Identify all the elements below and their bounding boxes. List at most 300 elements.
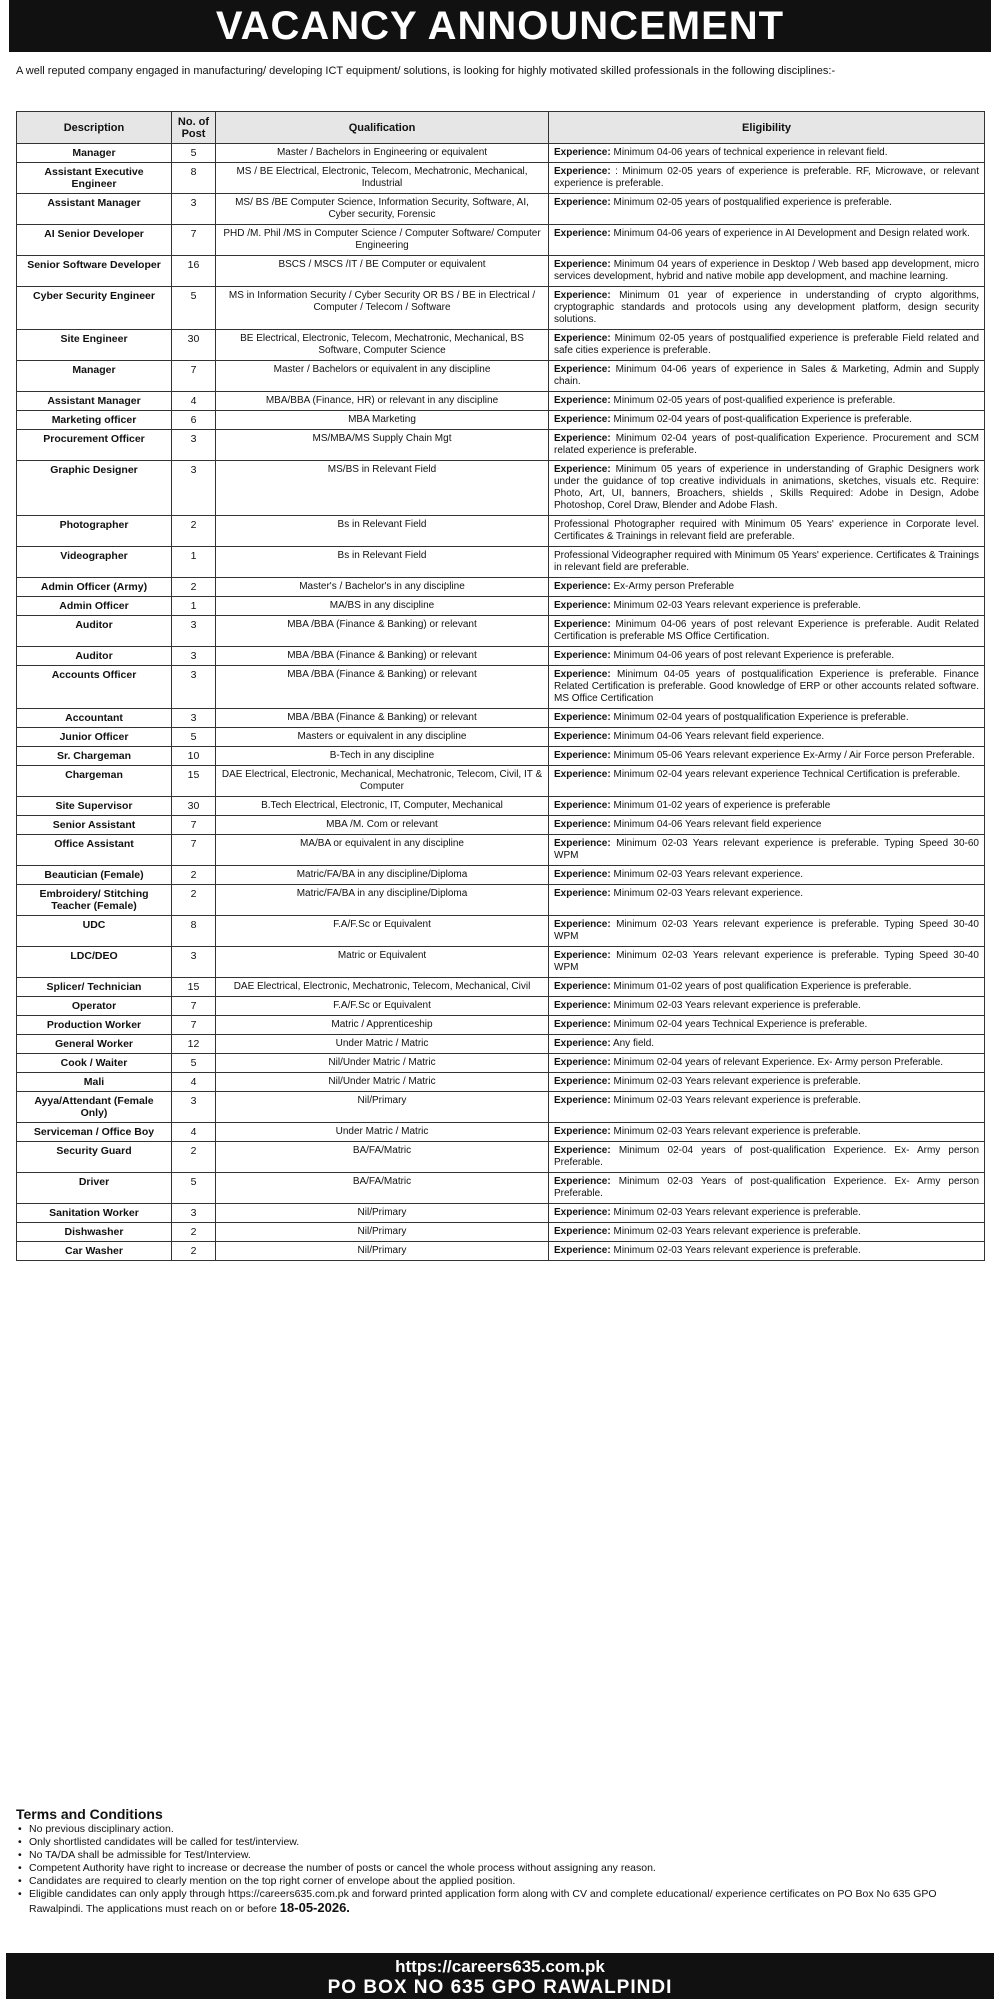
job-eligibility — [549, 1204, 985, 1223]
experience-label: Experience: — [554, 1038, 611, 1049]
careers-url: https://careers635.com.pk — [395, 1957, 605, 1976]
number-of-posts: 8 — [172, 163, 216, 194]
number-of-posts: 2 — [172, 1142, 216, 1173]
job-eligibility — [549, 616, 985, 647]
eligibility-text: Minimum 04-06 years of post relevant Experience is preferable. Audit Related Certification is preferable MS Office Certification. — [554, 619, 979, 642]
job-qualification: Under Matric / Matric — [216, 1123, 549, 1142]
job-eligibility — [549, 1242, 985, 1261]
eligibility-text: Minimum 02-05 years of postqualified experience is preferable Field related and safe cities experience is preferable. — [554, 333, 979, 356]
table-row — [17, 797, 985, 816]
eligibility-text: Minimum 04-06 years of experience in AI Development and Design related work. — [613, 228, 970, 239]
eligibility-text: Minimum 02-03 Years relevant experience is preferable. Typing Speed 30-40 WPM — [554, 919, 979, 942]
eligibility-text: Minimum 04-06 years of technical experience in relevant field. — [613, 147, 888, 158]
number-of-posts: 10 — [172, 747, 216, 766]
number-of-posts: 1 — [172, 597, 216, 616]
table-row — [17, 461, 985, 516]
vacancy-table-body — [17, 144, 985, 1261]
job-qualification: MS / BE Electrical, Electronic, Telecom, Mechatronic, Mechanical, Industrial — [216, 163, 549, 194]
page-title: VACANCY ANNOUNCEMENT — [9, 0, 991, 52]
job-qualification: MA/BS in any discipline — [216, 597, 549, 616]
job-eligibility — [549, 728, 985, 747]
eligibility-text: Minimum 02-03 Years relevant experience is preferable. — [613, 1245, 861, 1256]
job-eligibility — [549, 1223, 985, 1242]
eligibility-text: Minimum 02-03 Years relevant experience is preferable. Typing Speed 30-40 WPM — [554, 950, 979, 973]
table-row — [17, 597, 985, 616]
job-description: Cook / Waiter — [17, 1054, 172, 1073]
job-description: UDC — [17, 916, 172, 947]
number-of-posts: 5 — [172, 728, 216, 747]
job-qualification: DAE Electrical, Electronic, Mechanical, Mechatronic, Telecom, Civil, IT & Computer — [216, 766, 549, 797]
job-eligibility — [549, 885, 985, 916]
column-header-description: Description — [17, 112, 172, 144]
eligibility-text: Minimum 02-04 years of post-qualification Experience is preferable. — [613, 414, 912, 425]
job-eligibility — [549, 866, 985, 885]
experience-label: Experience: — [554, 147, 611, 158]
eligibility-text: Any field. — [612, 1038, 655, 1049]
table-row — [17, 728, 985, 747]
eligibility-text: Minimum 02-05 years of postqualified experience is preferable. — [613, 197, 892, 208]
number-of-posts: 3 — [172, 647, 216, 666]
table-row — [17, 287, 985, 330]
job-eligibility — [549, 287, 985, 330]
number-of-posts: 1 — [172, 547, 216, 578]
job-description: Embroidery/ Stitching Teacher (Female) — [17, 885, 172, 916]
table-row — [17, 1142, 985, 1173]
number-of-posts: 5 — [172, 287, 216, 330]
job-description: Procurement Officer — [17, 430, 172, 461]
job-eligibility — [549, 461, 985, 516]
job-qualification: Master / Bachelors in Engineering or equivalent — [216, 144, 549, 163]
experience-label: Experience: — [554, 1245, 611, 1256]
experience-label: Experience: — [554, 290, 611, 301]
job-qualification: Bs in Relevant Field — [216, 516, 549, 547]
job-eligibility — [549, 816, 985, 835]
job-qualification: BA/FA/Matric — [216, 1142, 549, 1173]
job-eligibility — [549, 194, 985, 225]
job-description: Photographer — [17, 516, 172, 547]
number-of-posts: 2 — [172, 1223, 216, 1242]
job-description: Operator — [17, 997, 172, 1016]
number-of-posts: 3 — [172, 1204, 216, 1223]
experience-label: Experience: — [554, 166, 611, 177]
table-row — [17, 578, 985, 597]
number-of-posts: 5 — [172, 1054, 216, 1073]
job-qualification: Master / Bachelors or equivalent in any discipline — [216, 361, 549, 392]
eligibility-text: Minimum 02-04 years of post-qualification Experience. Ex- Army person Preferable. — [554, 1145, 980, 1168]
job-description: General Worker — [17, 1035, 172, 1054]
column-header-qualification: Qualification — [216, 112, 549, 144]
number-of-posts: 3 — [172, 709, 216, 728]
table-row — [17, 1054, 985, 1073]
experience-label: Experience: — [554, 919, 611, 930]
job-eligibility — [549, 797, 985, 816]
table-row — [17, 225, 985, 256]
job-qualification: Nil/Primary — [216, 1242, 549, 1261]
job-qualification: PHD /M. Phil /MS in Computer Science / Computer Software/ Computer Engineering — [216, 225, 549, 256]
job-description: Production Worker — [17, 1016, 172, 1035]
number-of-posts: 3 — [172, 666, 216, 709]
experience-label: Experience: — [554, 1076, 611, 1087]
eligibility-text: Minimum 05-06 Years relevant experience Ex-Army / Air Force person Preferable. — [613, 750, 975, 761]
table-row — [17, 866, 985, 885]
job-qualification: Matric/FA/BA in any discipline/Diploma — [216, 866, 549, 885]
job-qualification: Nil/Under Matric / Matric — [216, 1054, 549, 1073]
eligibility-text: Minimum 02-03 Years relevant experience is preferable. — [613, 1000, 861, 1011]
table-row — [17, 978, 985, 997]
job-eligibility — [549, 225, 985, 256]
number-of-posts: 16 — [172, 256, 216, 287]
job-eligibility — [549, 256, 985, 287]
job-description: Site Supervisor — [17, 797, 172, 816]
po-box-address: PO BOX NO 635 GPO RAWALPINDI — [327, 1977, 673, 1998]
eligibility-text: Minimum 01-02 years of experience is preferable — [613, 800, 831, 811]
eligibility-text: Minimum 02-03 Years relevant experience is preferable. — [613, 600, 861, 611]
eligibility-text: Minimum 02-04 years of relevant Experience. Ex- Army person Preferable. — [613, 1057, 944, 1068]
table-row — [17, 885, 985, 916]
job-qualification: Bs in Relevant Field — [216, 547, 549, 578]
number-of-posts: 7 — [172, 816, 216, 835]
job-eligibility — [549, 516, 985, 547]
job-qualification: Masters or equivalent in any discipline — [216, 728, 549, 747]
job-eligibility — [549, 1142, 985, 1173]
experience-label: Experience: — [554, 395, 611, 406]
job-description: Splicer/ Technician — [17, 978, 172, 997]
job-eligibility — [549, 916, 985, 947]
experience-label: Experience: — [554, 600, 611, 611]
terms-list — [16, 1823, 984, 1916]
experience-label: Experience: — [554, 581, 611, 592]
job-qualification: Matric / Apprenticeship — [216, 1016, 549, 1035]
eligibility-text: Professional Photographer required with Minimum 05 Years' experience in Corporate level. Certificates & Trainings in relevant field are preferable. — [554, 519, 979, 542]
job-qualification: MA/BA or equivalent in any discipline — [216, 835, 549, 866]
experience-label: Experience: — [554, 750, 611, 761]
table-row — [17, 1242, 985, 1261]
table-row — [17, 1173, 985, 1204]
table-row — [17, 1035, 985, 1054]
job-eligibility — [549, 1073, 985, 1092]
table-row — [17, 666, 985, 709]
table-row — [17, 835, 985, 866]
eligibility-text: Minimum 02-03 Years relevant experience is preferable. — [613, 1076, 861, 1087]
experience-label: Experience: — [554, 1019, 611, 1030]
number-of-posts: 2 — [172, 885, 216, 916]
terms-item: • No TA/DA shall be admissible for Test/Interview. — [16, 1849, 984, 1862]
eligibility-text: Minimum 02-04 years of postqualification Experience is preferable. — [613, 712, 909, 723]
job-qualification: Nil/Primary — [216, 1223, 549, 1242]
job-qualification: DAE Electrical, Electronic, Mechatronic, Telecom, Mechanical, Civil — [216, 978, 549, 997]
number-of-posts: 4 — [172, 1123, 216, 1142]
job-eligibility — [549, 766, 985, 797]
number-of-posts: 5 — [172, 1173, 216, 1204]
job-description: Videographer — [17, 547, 172, 578]
eligibility-text: Minimum 04 years of experience in Desktop / Web based app development, micro services development, hybrid and native mobile app development, and machine learning. — [554, 259, 980, 282]
table-row — [17, 766, 985, 797]
number-of-posts: 3 — [172, 616, 216, 647]
number-of-posts: 15 — [172, 978, 216, 997]
job-description: Site Engineer — [17, 330, 172, 361]
eligibility-text: Minimum 04-06 Years relevant field experience — [613, 819, 822, 830]
job-description: Senior Assistant — [17, 816, 172, 835]
terms-item: • No previous disciplinary action. — [16, 1823, 984, 1836]
number-of-posts: 2 — [172, 578, 216, 597]
table-row — [17, 392, 985, 411]
experience-label: Experience: — [554, 669, 611, 680]
experience-label: Experience: — [554, 259, 611, 270]
footer-banner — [6, 1953, 994, 1999]
job-description: Accounts Officer — [17, 666, 172, 709]
job-eligibility — [549, 1123, 985, 1142]
terms-title: Terms and Conditions — [16, 1806, 163, 1822]
job-description: Driver — [17, 1173, 172, 1204]
table-row — [17, 709, 985, 728]
job-qualification: MS in Information Security / Cyber Security OR BS / BE in Electrical / Computer / Telecom / Software — [216, 287, 549, 330]
table-row — [17, 516, 985, 547]
experience-label: Experience: — [554, 712, 611, 723]
terms-item: • Candidates are required to clearly mention on the top right corner of envelope about the applied position. — [16, 1875, 984, 1888]
job-qualification: MS/BS in Relevant Field — [216, 461, 549, 516]
job-description: Office Assistant — [17, 835, 172, 866]
number-of-posts: 7 — [172, 835, 216, 866]
experience-label: Experience: — [554, 433, 611, 444]
table-row — [17, 916, 985, 947]
job-qualification: MBA Marketing — [216, 411, 549, 430]
job-eligibility — [549, 1035, 985, 1054]
eligibility-text: Minimum 04-06 years of post relevant Experience is preferable. — [613, 650, 895, 661]
experience-label: Experience: — [554, 364, 611, 375]
intro-text: A well reputed company engaged in manufacturing/ developing ICT equipment/ solutions, is looking for highly motivated skilled professionals in the following disciplines:- — [16, 65, 836, 77]
experience-label: Experience: — [554, 333, 611, 344]
experience-label: Experience: — [554, 1207, 611, 1218]
job-eligibility — [549, 1173, 985, 1204]
column-header-eligibility: Eligibility — [549, 112, 985, 144]
job-eligibility — [549, 1054, 985, 1073]
vacancy-table — [16, 111, 985, 1261]
experience-label: Experience: — [554, 950, 611, 961]
job-qualification: MBA /BBA (Finance & Banking) or relevant — [216, 709, 549, 728]
experience-label: Experience: — [554, 838, 611, 849]
job-description: Assistant Manager — [17, 392, 172, 411]
job-eligibility — [549, 947, 985, 978]
experience-label: Experience: — [554, 1145, 611, 1156]
job-description: Serviceman / Office Boy — [17, 1123, 172, 1142]
job-qualification: Nil/Primary — [216, 1204, 549, 1223]
number-of-posts: 7 — [172, 1016, 216, 1035]
job-qualification: F.A/F.Sc or Equivalent — [216, 916, 549, 947]
job-qualification: Under Matric / Matric — [216, 1035, 549, 1054]
experience-label: Experience: — [554, 800, 611, 811]
eligibility-text: Minimum 02-04 years Technical Experience is preferable. — [613, 1019, 868, 1030]
job-qualification: B.Tech Electrical, Electronic, IT, Computer, Mechanical — [216, 797, 549, 816]
number-of-posts: 6 — [172, 411, 216, 430]
job-description: Sanitation Worker — [17, 1204, 172, 1223]
job-description: Chargeman — [17, 766, 172, 797]
column-header-posts: No. of Post — [172, 112, 216, 144]
job-description: Junior Officer — [17, 728, 172, 747]
job-description: Admin Officer (Army) — [17, 578, 172, 597]
number-of-posts: 30 — [172, 797, 216, 816]
eligibility-text: Minimum 02-03 Years of post-qualification Experience. Ex- Army person Preferable. — [554, 1176, 980, 1199]
table-row — [17, 144, 985, 163]
eligibility-text: Minimum 05 years of experience in understanding of Graphic Designers work under the guidance of top creative individuals in animations, sketches, visuals etc. Require: Photo, Art, UI, banners, Broachers, shields , Skills Required: Adobe in Design, Adobe Photoshop, Corel Draw, Blender and Adobe Flash. — [554, 464, 979, 511]
job-qualification: Nil/Primary — [216, 1092, 549, 1123]
terms-section — [16, 1806, 984, 1916]
eligibility-text: Minimum 01-02 years of post qualification Experience is preferable. — [613, 981, 912, 992]
eligibility-text: Minimum 02-03 Years relevant experience is preferable. — [613, 1095, 861, 1106]
number-of-posts: 3 — [172, 1092, 216, 1123]
number-of-posts: 12 — [172, 1035, 216, 1054]
table-header-row — [17, 112, 985, 144]
job-qualification: MS/ BS /BE Computer Science, Information Security, Software, AI, Cyber security, Forensic — [216, 194, 549, 225]
experience-label: Experience: — [554, 228, 611, 239]
table-row — [17, 816, 985, 835]
experience-label: Experience: — [554, 888, 611, 899]
experience-label: Experience: — [554, 869, 611, 880]
job-qualification: MBA /BBA (Finance & Banking) or relevant — [216, 666, 549, 709]
eligibility-text: Professional Videographer required with Minimum 05 Years' experience. Certificates & Trainings in relevant field are preferable. — [554, 550, 979, 573]
job-qualification: Master's / Bachelor's in any discipline — [216, 578, 549, 597]
eligibility-text: Ex-Army person Preferable — [613, 581, 735, 592]
job-qualification: F.A/F.Sc or Equivalent — [216, 997, 549, 1016]
job-qualification: MBA /M. Com or relevant — [216, 816, 549, 835]
terms-item — [16, 1888, 984, 1916]
experience-label: Experience: — [554, 650, 611, 661]
table-row — [17, 997, 985, 1016]
number-of-posts: 2 — [172, 516, 216, 547]
job-description: Cyber Security Engineer — [17, 287, 172, 330]
number-of-posts: 3 — [172, 947, 216, 978]
job-eligibility — [549, 597, 985, 616]
eligibility-text: Minimum 02-03 Years relevant experience. — [613, 869, 804, 880]
experience-label: Experience: — [554, 1126, 611, 1137]
eligibility-text: Minimum 02-04 years relevant experience Technical Certification is preferable. — [613, 769, 961, 780]
job-description: Dishwasher — [17, 1223, 172, 1242]
job-eligibility — [549, 330, 985, 361]
experience-label: Experience: — [554, 197, 611, 208]
eligibility-text: Minimum 04-06 years of experience in Sales & Marketing, Admin and Supply chain. — [554, 364, 979, 387]
job-description: Auditor — [17, 616, 172, 647]
number-of-posts: 7 — [172, 225, 216, 256]
job-description: AI Senior Developer — [17, 225, 172, 256]
experience-label: Experience: — [554, 981, 611, 992]
eligibility-text: : Minimum 02-05 years of experience is preferable. RF, Microwave, or relevant experience is preferable. — [554, 166, 980, 189]
job-description: Car Washer — [17, 1242, 172, 1261]
job-qualification: BA/FA/Matric — [216, 1173, 549, 1204]
job-description: Senior Software Developer — [17, 256, 172, 287]
eligibility-text: Minimum 04-05 years of postqualification Experience is preferable. Finance Related Certification is preferable. Good knowledge of ERP or other accounts related software. MS Office Certification — [554, 669, 979, 704]
job-eligibility — [549, 430, 985, 461]
experience-label: Experience: — [554, 619, 611, 630]
job-description: Assistant Manager — [17, 194, 172, 225]
job-description: Admin Officer — [17, 597, 172, 616]
job-eligibility — [549, 361, 985, 392]
number-of-posts: 2 — [172, 866, 216, 885]
job-qualification: B-Tech in any discipline — [216, 747, 549, 766]
eligibility-text: Minimum 02-03 Years relevant experience is preferable. — [613, 1126, 861, 1137]
job-qualification: MBA /BBA (Finance & Banking) or relevant — [216, 647, 549, 666]
number-of-posts: 3 — [172, 194, 216, 225]
experience-label: Experience: — [554, 414, 611, 425]
job-description: Manager — [17, 144, 172, 163]
job-qualification: MBA/BBA (Finance, HR) or relevant in any discipline — [216, 392, 549, 411]
job-description: Ayya/Attendant (Female Only) — [17, 1092, 172, 1123]
job-qualification: Matric/FA/BA in any discipline/Diploma — [216, 885, 549, 916]
number-of-posts: 7 — [172, 997, 216, 1016]
application-deadline: 18-05-2026. — [279, 1900, 350, 1915]
experience-label: Experience: — [554, 1226, 611, 1237]
job-description: Beautician (Female) — [17, 866, 172, 885]
job-description: Sr. Chargeman — [17, 747, 172, 766]
job-qualification: BSCS / MSCS /IT / BE Computer or equivalent — [216, 256, 549, 287]
experience-label: Experience: — [554, 1000, 611, 1011]
job-eligibility — [549, 1092, 985, 1123]
number-of-posts: 3 — [172, 461, 216, 516]
eligibility-text: Minimum 02-04 years of post-qualification Experience. Procurement and SCM related experience is preferable. — [554, 433, 980, 456]
table-row — [17, 1204, 985, 1223]
table-row — [17, 1016, 985, 1035]
table-row — [17, 616, 985, 647]
table-row — [17, 747, 985, 766]
job-description: Marketing officer — [17, 411, 172, 430]
table-row — [17, 411, 985, 430]
job-eligibility — [549, 666, 985, 709]
job-description: Graphic Designer — [17, 461, 172, 516]
experience-label: Experience: — [554, 819, 611, 830]
job-eligibility — [549, 747, 985, 766]
number-of-posts: 8 — [172, 916, 216, 947]
job-description: Accountant — [17, 709, 172, 728]
job-eligibility — [549, 144, 985, 163]
job-qualification: MS/MBA/MS Supply Chain Mgt — [216, 430, 549, 461]
number-of-posts: 4 — [172, 392, 216, 411]
job-description: Mali — [17, 1073, 172, 1092]
number-of-posts: 30 — [172, 330, 216, 361]
experience-label: Experience: — [554, 769, 611, 780]
application-instructions: Eligible candidates can only apply through https://careers635.com.pk and forward printed application form along with CV and complete educational/ experience certificates on PO Box No 635 GPO Rawalpindi. The applications must reach on or before — [29, 1888, 937, 1915]
job-eligibility — [549, 547, 985, 578]
number-of-posts: 5 — [172, 144, 216, 163]
table-row — [17, 1073, 985, 1092]
table-row — [17, 330, 985, 361]
terms-item: • Only shortlisted candidates will be called for test/interview. — [16, 1836, 984, 1849]
job-qualification: Matric or Equivalent — [216, 947, 549, 978]
job-eligibility — [549, 392, 985, 411]
job-eligibility — [549, 709, 985, 728]
job-qualification: BE Electrical, Electronic, Telecom, Mechatronic, Mechanical, BS Software, Computer Science — [216, 330, 549, 361]
number-of-posts: 4 — [172, 1073, 216, 1092]
table-row — [17, 361, 985, 392]
job-eligibility — [549, 978, 985, 997]
table-row — [17, 947, 985, 978]
eligibility-text: Minimum 01 year of experience in understanding of crypto algorithms, cryptographic standards and protocols using any development platform, design security solutions. — [554, 290, 980, 325]
eligibility-text: Minimum 02-05 years of post-qualified experience is preferable. — [613, 395, 896, 406]
job-eligibility — [549, 835, 985, 866]
terms-item: • Competent Authority have right to increase or decrease the number of posts or cancel the whole process without assigning any reason. — [16, 1862, 984, 1875]
eligibility-text: Minimum 02-03 Years relevant experience is preferable. — [613, 1207, 861, 1218]
experience-label: Experience: — [554, 1176, 611, 1187]
job-eligibility — [549, 163, 985, 194]
number-of-posts: 7 — [172, 361, 216, 392]
job-description: LDC/DEO — [17, 947, 172, 978]
table-row — [17, 1092, 985, 1123]
table-row — [17, 1223, 985, 1242]
experience-label: Experience: — [554, 464, 611, 475]
job-qualification: MBA /BBA (Finance & Banking) or relevant — [216, 616, 549, 647]
job-description: Manager — [17, 361, 172, 392]
table-row — [17, 430, 985, 461]
job-eligibility — [549, 1016, 985, 1035]
experience-label: Experience: — [554, 1095, 611, 1106]
eligibility-text: Minimum 02-03 Years relevant experience is preferable. — [613, 1226, 861, 1237]
